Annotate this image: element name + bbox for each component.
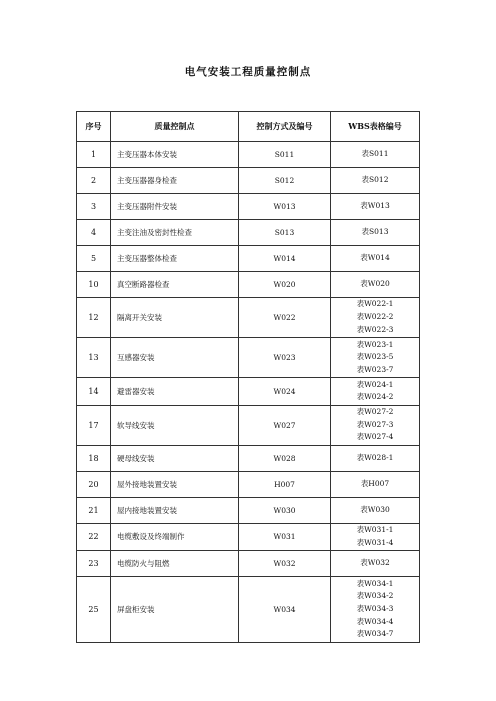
table-row [77,471,420,497]
row-seq: 1 [77,142,111,168]
row-control-point: 主变压器本体安装 [111,142,239,168]
wbs-form-code: 表W022-2 [356,312,394,322]
wbs-form-code: 表W030 [360,504,390,514]
wbs-form-code: 表W031-1 [356,525,394,535]
wbs-form-code: 表W023-5 [356,352,394,362]
table-row [77,378,420,405]
table-row [77,497,420,523]
table-row [77,338,420,378]
wbs-form-code: 表W013 [360,201,390,211]
row-control-method: W014 [239,246,331,272]
wbs-form-code: 表W023-1 [356,339,394,349]
row-wbs-forms [331,577,420,643]
header-seq: 序号 [77,112,111,142]
row-control-point: 隔离开关安装 [111,298,239,338]
table-row [77,298,420,338]
row-control-point: 硬母线安装 [111,445,239,471]
document-title: 电气安装工程质量控制点 [184,66,312,78]
row-wbs-forms [331,378,420,405]
row-control-method: W020 [239,272,331,298]
row-control-method: W023 [239,338,331,378]
wbs-form-code: 表W034-2 [356,591,394,601]
table-row [77,577,420,643]
row-control-method: W024 [239,378,331,405]
wbs-form-code: 表W024-2 [356,392,394,402]
row-wbs-forms [331,497,420,523]
wbs-form-code: 表W034-4 [356,616,394,626]
row-control-method: W022 [239,298,331,338]
row-control-point: 主变压器附件安装 [111,194,239,220]
wbs-form-code: 表S012 [361,175,389,185]
row-control-method: W013 [239,194,331,220]
row-control-method: S012 [239,168,331,194]
row-control-method: W032 [239,551,331,577]
row-wbs-forms [331,194,420,220]
header-control-point: 质量控制点 [111,112,239,142]
row-seq: 23 [77,551,111,577]
table-row [77,272,420,298]
row-seq: 17 [77,405,111,445]
row-wbs-forms [331,551,420,577]
row-seq: 13 [77,338,111,378]
wbs-form-code: 表W034-1 [356,578,394,588]
wbs-form-code: 表W027-2 [356,407,394,417]
row-control-point: 屏盘柜安装 [111,577,239,643]
row-wbs-forms [331,142,420,168]
row-control-point: 真空断路器检查 [111,272,239,298]
header-control-method: 控制方式及编号 [239,112,331,142]
wbs-form-code: 表W027-3 [356,419,394,429]
row-wbs-forms [331,272,420,298]
wbs-form-code: 表W032 [360,558,390,568]
table-row [77,405,420,445]
row-control-method: S011 [239,142,331,168]
row-control-point: 主变压器整体检查 [111,246,239,272]
row-control-method: W028 [239,445,331,471]
wbs-form-code: 表W020 [360,279,390,289]
table-row [77,194,420,220]
table-row [77,142,420,168]
row-seq: 25 [77,577,111,643]
row-control-method: S013 [239,220,331,246]
row-control-point: 主变压器器身检查 [111,168,239,194]
table-row [77,168,420,194]
wbs-form-code: 表H007 [360,478,390,488]
row-seq: 21 [77,497,111,523]
header-wbs-form: WBS表格编号 [331,112,420,142]
wbs-form-code: 表W022-1 [356,299,394,309]
wbs-form-code: 表S011 [361,149,389,159]
row-control-point: 屋内接地装置安装 [111,497,239,523]
row-control-point: 主变注油及密封性检查 [111,220,239,246]
row-control-point: 电缆防火与阻燃 [111,551,239,577]
row-seq: 14 [77,378,111,405]
wbs-form-code: 表W014 [360,253,390,263]
row-control-point: 互感器安装 [111,338,239,378]
table-row [77,523,420,550]
row-control-point: 避雷器安装 [111,378,239,405]
table-row [77,445,420,471]
row-control-method: W034 [239,577,331,643]
wbs-form-code: 表W027-4 [356,432,394,442]
row-wbs-forms [331,298,420,338]
wbs-form-code: 表W022-3 [356,324,394,334]
wbs-form-code: 表W023-7 [356,364,394,374]
row-seq: 2 [77,168,111,194]
row-control-point: 屋外接地装置安装 [111,471,239,497]
row-control-point: 软导线安装 [111,405,239,445]
row-seq: 18 [77,445,111,471]
row-control-method: W031 [239,523,331,550]
row-control-method: W027 [239,405,331,445]
row-seq: 4 [77,220,111,246]
row-seq: 10 [77,272,111,298]
row-wbs-forms [331,220,420,246]
wbs-form-code: 表W031-4 [356,537,394,547]
wbs-form-code: 表W034-3 [356,603,394,613]
wbs-form-code: 表W034-7 [356,629,394,639]
row-wbs-forms [331,523,420,550]
row-seq: 3 [77,194,111,220]
row-seq: 12 [77,298,111,338]
row-wbs-forms [331,246,420,272]
table-row [77,246,420,272]
row-control-method: W030 [239,497,331,523]
table-row [77,220,420,246]
row-wbs-forms [331,168,420,194]
row-seq: 20 [77,471,111,497]
row-seq: 22 [77,523,111,550]
row-seq: 5 [77,246,111,272]
quality-control-table [76,111,420,643]
wbs-form-code: 表S013 [361,227,389,237]
wbs-form-code: 表W028-1 [356,452,394,462]
row-wbs-forms [331,471,420,497]
row-control-point: 电缆敷设及终端制作 [111,523,239,550]
row-wbs-forms [331,445,420,471]
row-wbs-forms [331,405,420,445]
row-control-method: H007 [239,471,331,497]
table-header-row [77,112,420,142]
wbs-form-code: 表W024-1 [356,379,394,389]
row-wbs-forms [331,338,420,378]
table-row [77,551,420,577]
